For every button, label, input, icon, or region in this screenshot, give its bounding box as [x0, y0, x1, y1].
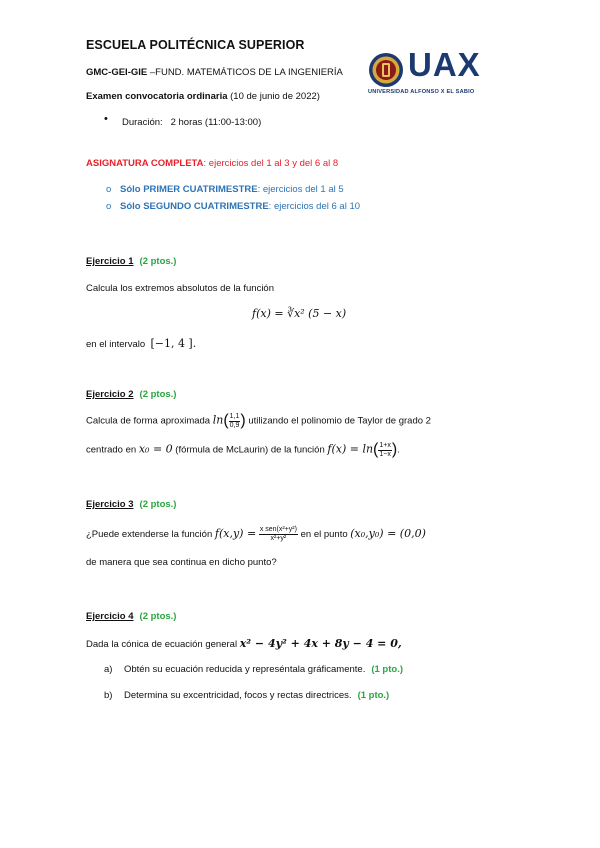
- duration-value: 2 horas (11:00-13:00): [170, 117, 262, 128]
- text-fragment: utilizando el polinomio de Taylor de grado 2: [245, 415, 431, 427]
- fraction: [229, 413, 241, 430]
- scope-second-text: : ejercicios del 6 al 10: [268, 201, 361, 212]
- school-title: ESCUELA POLITÉCNICA SUPERIOR: [86, 38, 305, 52]
- item-text: Determina su excentricidad, focos y rectas directrices.: [124, 690, 352, 701]
- scope-full-text: : ejercicios del 1 al 3 y del 6 al 8: [203, 158, 339, 169]
- exercise-title: Ejercicio 1: [86, 256, 134, 267]
- exercise-2-title: [86, 389, 176, 400]
- exercise-title: Ejercicio 2: [86, 389, 134, 400]
- bullet-icon: •: [104, 113, 108, 125]
- item-text: Obtén su ecuación reducida y represéntala gráficamente.: [124, 664, 366, 675]
- exercise-2-line2: centrado en x₀ = 0 (fórmula de McLaurin) de la función f(x) = ln( $\frac{1+x}{1-x}$ ).: [86, 441, 400, 458]
- duration-line: [122, 117, 261, 128]
- text-fragment: Calcula de forma aproximada: [86, 415, 213, 427]
- fraction: [259, 526, 298, 543]
- exercise-1-title: [86, 256, 176, 267]
- fraction-numerator: 1,1: [229, 412, 240, 420]
- exam-line: [86, 91, 320, 102]
- ln-symbol: ln: [212, 413, 224, 427]
- fraction-numerator: 1+x: [379, 441, 391, 449]
- exercise-4-title: [86, 611, 176, 622]
- logo-tagline: UNIVERSIDAD ALFONSO X EL SABIO: [368, 89, 475, 95]
- scope-full-label: ASIGNATURA COMPLETA: [86, 158, 204, 169]
- exam-date: (10 de junio de 2022): [227, 91, 320, 102]
- item-label: b): [104, 690, 113, 701]
- logo-word: UAX: [408, 46, 481, 83]
- exercise-3-line1: [86, 526, 426, 543]
- fraction-denominator: x²+y²: [270, 535, 287, 542]
- exercise-1-formula: f(x) = ∛x² (5 − x): [252, 307, 347, 320]
- text-fragment: Dada la cónica de ecuación general: [86, 639, 240, 650]
- exercise-4-item-a: [104, 664, 403, 675]
- exercise-points: (2 ptos.): [139, 499, 177, 510]
- fxy-formula: f(x,y) =: [214, 527, 257, 541]
- course-name: –FUND. MATEMÁTICOS DE LA INGENIERÍA: [147, 67, 343, 78]
- exercise-4-item-b: [104, 690, 389, 701]
- uax-seal-icon: [368, 52, 404, 88]
- fraction: [378, 442, 391, 459]
- exercise-2-line1: [86, 412, 431, 430]
- exercise-points: (2 ptos.): [139, 389, 177, 400]
- item-points: (1 pto.): [357, 690, 390, 701]
- conic-equation: x² − 4y² + 4x + 8y − 4 = 0,: [239, 637, 402, 650]
- paren-close: ): [391, 441, 398, 458]
- paren-open: (: [223, 412, 229, 429]
- text-fragment: ¿Puede extenderse la función: [86, 529, 215, 541]
- uax-logo: [366, 46, 498, 100]
- exam-label: Examen convocatoria ordinaria: [86, 91, 228, 102]
- duration-label: Duración:: [122, 117, 163, 128]
- scope-second: [106, 201, 360, 212]
- exercise-1-interval-line: [86, 337, 196, 350]
- exercise-title: Ejercicio 3: [86, 499, 134, 510]
- interval-value: [−1, 4 ].: [150, 337, 197, 350]
- fraction-numerator: x sen(x²+y²): [259, 526, 297, 533]
- item-points: (1 pto.): [371, 664, 404, 675]
- exercise-title: Ejercicio 4: [86, 611, 134, 622]
- scope-first: [106, 184, 344, 195]
- circle-bullet-icon: o: [106, 184, 112, 195]
- scope-second-label: Sólo SEGUNDO CUATRIMESTRE: [120, 201, 269, 212]
- item-label: a): [104, 664, 113, 675]
- exercise-1-text: Calcula los extremos absolutos de la función: [86, 283, 274, 294]
- paren-open: (: [373, 441, 379, 458]
- text-fragment: en el punto: [297, 529, 351, 541]
- scope-first-label: Sólo PRIMER CUATRIMESTRE: [120, 184, 258, 195]
- scope-full: [86, 158, 338, 169]
- exercise-3-title: [86, 499, 176, 510]
- course-line: [86, 67, 343, 78]
- exercise-3-line2: de manera que sea continua en dicho punto?: [86, 557, 277, 568]
- point-formula: (x₀,y₀) = (0,0): [350, 527, 426, 541]
- fraction-denominator: 0,9: [229, 421, 240, 429]
- exercise-points: (2 ptos.): [139, 611, 177, 622]
- text-fragment: (fórmula de McLaurin) de la función: [172, 444, 328, 456]
- exercise-4-line1: [86, 637, 402, 650]
- x0-formula: x₀ = 0: [138, 442, 173, 456]
- course-code: GMC-GEI-GIE: [86, 67, 148, 78]
- fx-formula: f(x) = ln: [327, 442, 374, 456]
- fraction-denominator: 1−x: [379, 450, 391, 458]
- scope-first-text: : ejercicios del 1 al 5: [257, 184, 344, 195]
- exercise-points: (2 ptos.): [139, 256, 177, 267]
- text-fragment: centrado en: [86, 444, 139, 456]
- paren-close: ): [240, 412, 246, 429]
- circle-bullet-icon: o: [106, 201, 112, 212]
- interval-text: en el intervalo: [86, 339, 148, 350]
